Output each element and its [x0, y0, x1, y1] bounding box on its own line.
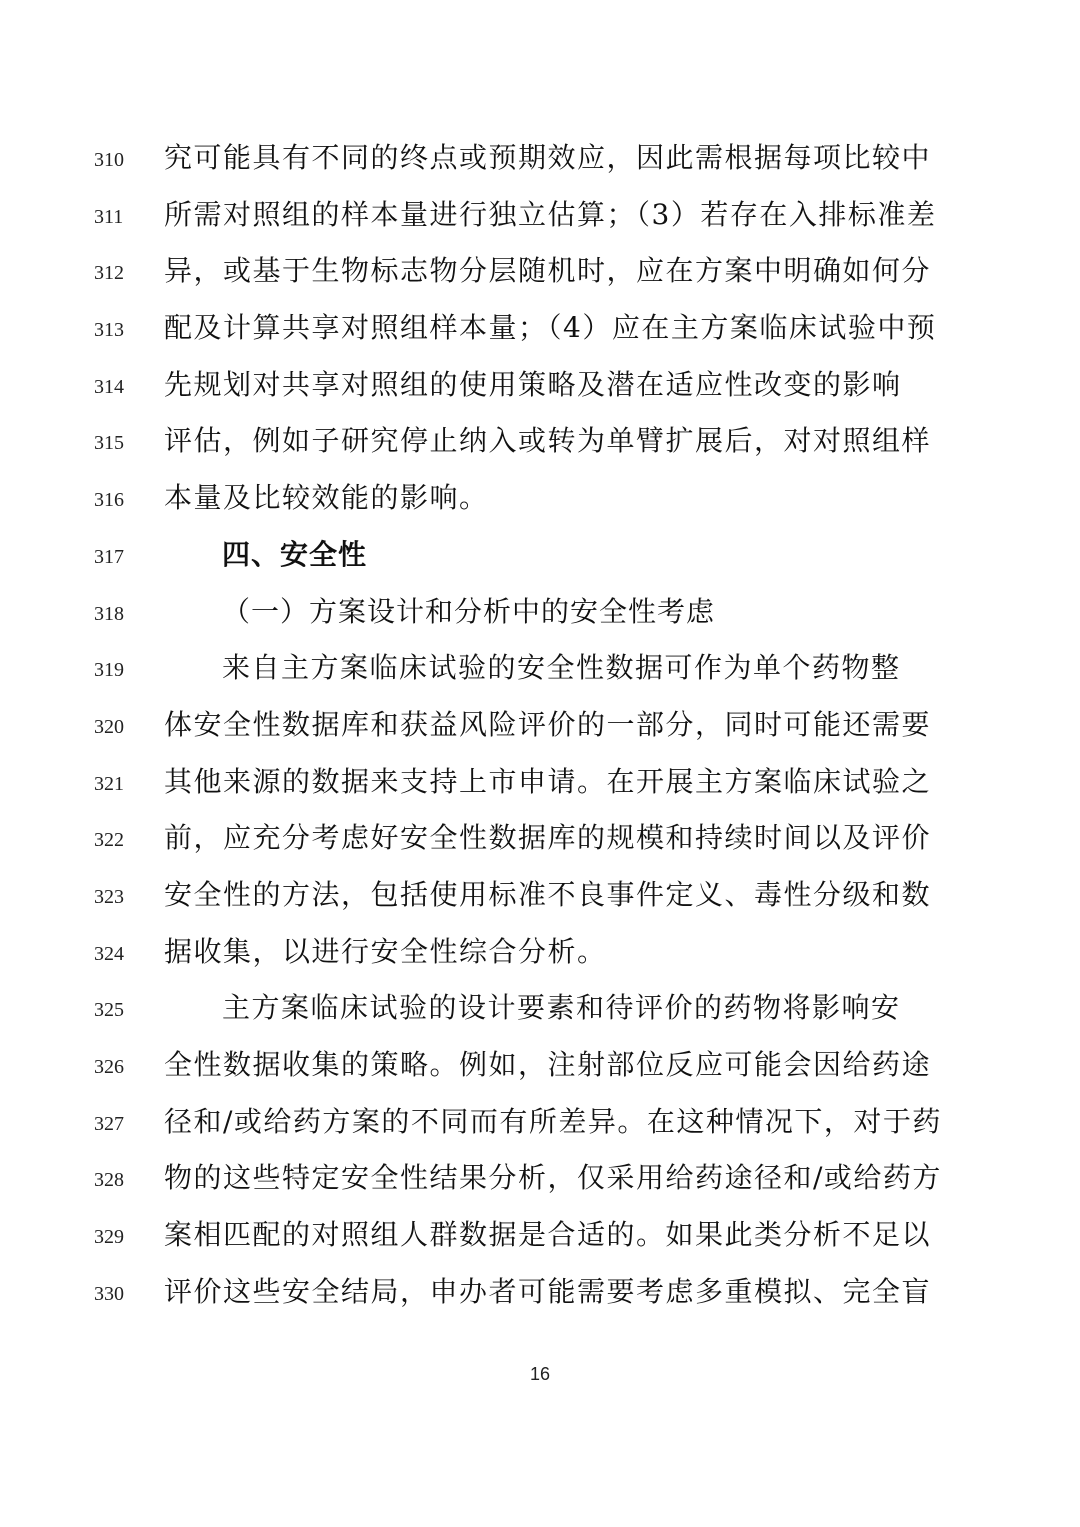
- document-line: [0, 359, 1080, 416]
- document-line: [0, 302, 1080, 359]
- paragraph-start-text: 主方案临床试验的设计要素和待评价的药物将影响安: [222, 991, 901, 1025]
- line-number: 320: [94, 715, 124, 738]
- line-number: 329: [94, 1226, 124, 1249]
- line-text: 物的这些特定安全性结果分析，仅采用给药途径和/或给药方: [164, 1161, 942, 1195]
- document-line: [0, 982, 1080, 1039]
- line-text: 所需对照组的样本量进行独立估算；（3）若存在入排标准差: [164, 197, 937, 231]
- document-line: [0, 189, 1080, 246]
- line-number: 318: [94, 602, 124, 625]
- line-text: 本量及比较效能的影响。: [164, 481, 489, 515]
- line-number: 323: [94, 885, 124, 908]
- line-text: 先规划对共享对照组的使用策略及潜在适应性改变的影响: [164, 367, 902, 401]
- line-number: 315: [94, 432, 124, 455]
- line-number: 324: [94, 942, 124, 965]
- document-line: [0, 926, 1080, 983]
- document-line: [0, 812, 1080, 869]
- document-line: [0, 132, 1080, 189]
- line-text: 评估，例如子研究停止纳入或转为单臂扩展后，对对照组样: [164, 424, 932, 458]
- line-number: 316: [94, 489, 124, 512]
- document-line: [0, 415, 1080, 472]
- line-number: 325: [94, 999, 124, 1022]
- line-number: 322: [94, 829, 124, 852]
- line-number: 328: [94, 1169, 124, 1192]
- line-text: 全性数据收集的策略。例如，注射部位反应可能会因给药途: [164, 1048, 932, 1081]
- line-text: 体安全性数据库和获益风险评价的一部分，同时可能还需要: [164, 707, 932, 741]
- line-number: 321: [94, 772, 124, 795]
- line-text: 前，应充分考虑好安全性数据库的规模和持续时间以及评价: [164, 821, 932, 855]
- page-number: 16: [529, 1364, 551, 1384]
- document-line: [0, 1039, 1080, 1096]
- line-number: 319: [94, 659, 124, 682]
- document-line: [0, 1266, 1080, 1323]
- line-text: 异，或基于生物标志物分层随机时，应在方案中明确如何分: [164, 254, 932, 288]
- document-line: [0, 642, 1080, 699]
- line-text: 案相匹配的对照组人群数据是合适的。如果此类分析不足以: [164, 1218, 932, 1252]
- line-number: 310: [94, 149, 124, 171]
- line-number: 312: [94, 262, 124, 285]
- line-text: 据收集，以进行安全性综合分析。: [164, 934, 607, 968]
- line-number: 327: [94, 1112, 124, 1135]
- document-line: [0, 586, 1080, 643]
- subsection-heading: （一）方案设计和分析中的安全性考虑: [222, 594, 716, 628]
- line-text: 配及计算共享对照组样本量；（4）应在主方案临床试验中预: [164, 311, 937, 345]
- line-text: 径和/或给药方案的不同而有所差异。在这种情况下，对于药: [164, 1104, 942, 1138]
- line-number: 313: [94, 319, 124, 342]
- document-line: [0, 245, 1080, 302]
- document-line: [0, 699, 1080, 756]
- document-line: [0, 529, 1080, 586]
- document-body: [0, 132, 1080, 1322]
- line-number: 317: [94, 545, 124, 568]
- document-line: [0, 1096, 1080, 1153]
- document-line: [0, 756, 1080, 813]
- line-number: 330: [94, 1282, 124, 1305]
- document-line: [0, 1209, 1080, 1266]
- line-text: 安全性的方法，包括使用标准不良事件定义、毒性分级和数: [164, 877, 932, 911]
- document-line: [0, 869, 1080, 926]
- document-line: [0, 472, 1080, 529]
- line-number: 311: [94, 205, 124, 228]
- line-text: 评价这些安全结局，申办者可能需要考虑多重模拟、完全盲: [164, 1274, 932, 1308]
- line-text: 其他来源的数据来支持上市申请。在开展主方案临床试验之: [164, 764, 932, 798]
- line-number: 326: [94, 1056, 124, 1078]
- line-text: 究可能具有不同的终点或预期效应，因此需根据每项比较中: [164, 141, 932, 174]
- section-heading: 四、安全性: [222, 537, 368, 571]
- paragraph-start-text: 来自主方案临床试验的安全性数据可作为单个药物整: [222, 651, 901, 685]
- line-number: 314: [94, 375, 124, 398]
- document-line: [0, 1152, 1080, 1209]
